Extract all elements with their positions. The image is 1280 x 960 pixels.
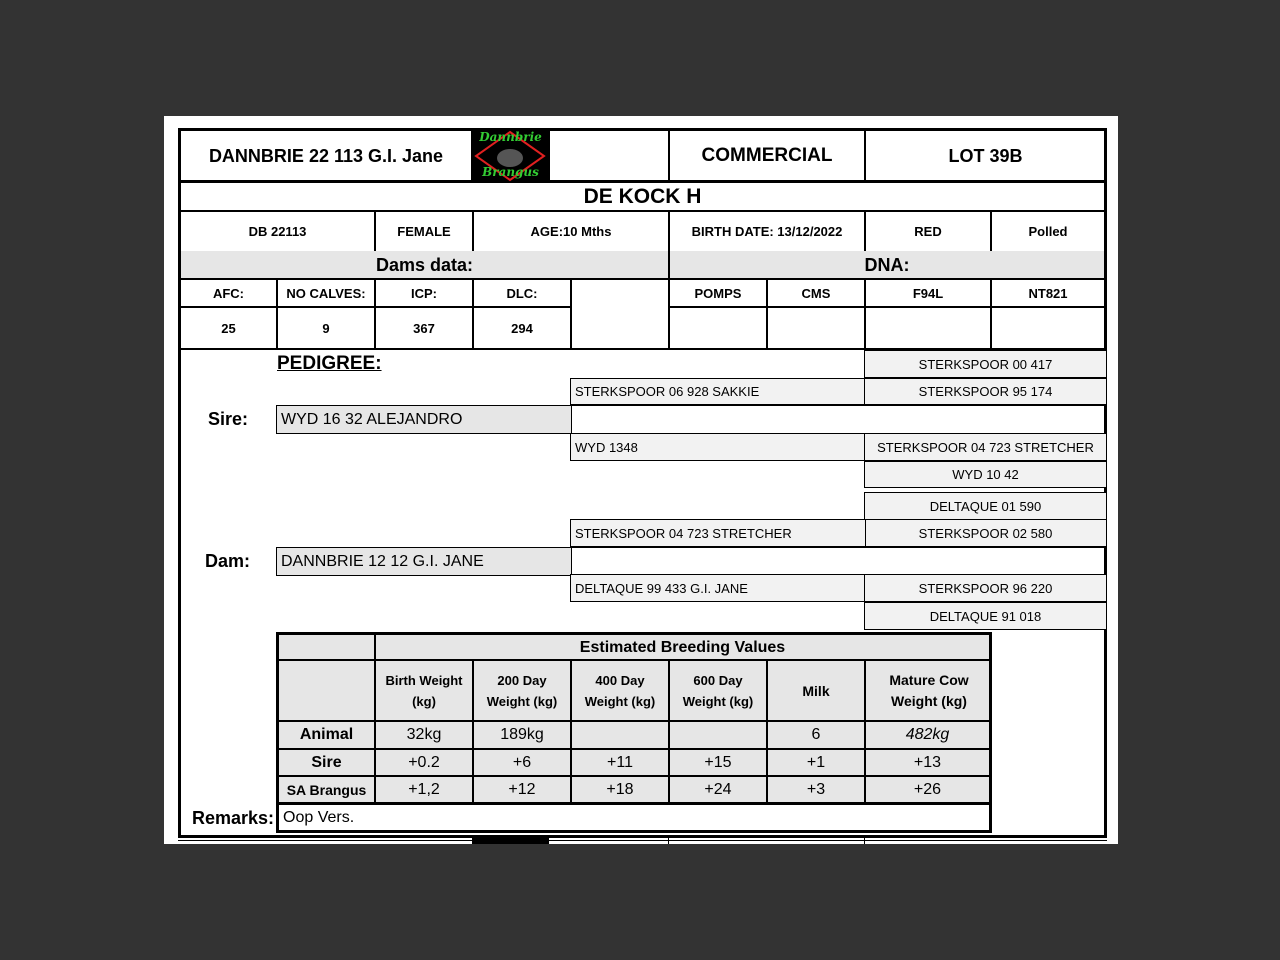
sire-sire-sire: STERKSPOOR 00 417: [864, 350, 1107, 378]
horn-status: Polled: [1028, 223, 1068, 239]
sire-label: Sire:: [208, 409, 249, 429]
ebv-sire-birth: +0.2: [408, 753, 440, 771]
icp-header: ICP:: [411, 285, 437, 301]
ebv-col-200-day: 200 Day Weight (kg): [486, 673, 558, 709]
ebv-animal-600: [670, 722, 766, 748]
dam-label: Dam:: [205, 551, 251, 571]
color: RED: [914, 223, 942, 239]
ebv-col-birth-weight: Birth Weight (kg): [385, 673, 463, 709]
remarks-label: Remarks:: [192, 808, 275, 828]
f94l-value: [866, 308, 990, 348]
birth-date: BIRTH DATE: 13/12/2022: [691, 223, 843, 239]
ebv-row-animal-label: Animal: [299, 726, 354, 743]
dam-name: DANNBRIE 12 12 G.I. JANE: [276, 547, 572, 576]
animal-id: DB 22113: [248, 223, 307, 239]
ebv-brangus-400: +18: [606, 780, 634, 798]
ebv-sire-milk: +1: [806, 753, 826, 771]
sire-name: WYD 16 32 ALEJANDRO: [276, 405, 572, 434]
icp-value: 367: [413, 320, 435, 336]
ebv-brangus-milk: +3: [806, 780, 826, 798]
remarks-text: Oop Vers.: [276, 804, 992, 833]
ebv-row-sa-brangus-label: SA Brangus: [286, 781, 367, 798]
sire-dam: WYD 1348: [570, 433, 866, 461]
animal-name: DANNBRIE 22 113 G.I. Jane: [208, 145, 444, 166]
cms-value: [768, 308, 864, 348]
nt821-header: NT821: [1028, 285, 1068, 301]
next-card-logo: [472, 838, 549, 844]
dam-dam-sire: STERKSPOOR 96 220: [864, 574, 1107, 602]
pomps-header: POMPS: [694, 285, 742, 301]
ebv-col-600-day: 600 Day Weight (kg): [682, 673, 754, 709]
dam-dam-dam: DELTAQUE 91 018: [864, 602, 1107, 630]
dannbrie-brangus-logo: [472, 129, 549, 183]
ebv-animal-400: [572, 722, 668, 748]
dam-sire-sire: DELTAQUE 01 590: [864, 492, 1107, 520]
cms-header: CMS: [801, 285, 831, 301]
sex: FEMALE: [397, 223, 451, 239]
ebv-animal-200: 189kg: [500, 726, 544, 743]
ebv-animal-mature: 482kg: [905, 726, 950, 743]
document-page: [164, 116, 1118, 844]
dams-data-title: Dams data:: [375, 254, 474, 275]
logo-text-top: Dannbrie: [479, 130, 542, 144]
ebv-title: Estimated Breeding Values: [579, 638, 786, 656]
nt821-value: [992, 308, 1104, 348]
dam-connector: [570, 547, 1107, 576]
no-calves-header: NO CALVES:: [286, 285, 366, 301]
ebv-brangus-birth: +1,2: [408, 780, 440, 798]
ebv-sire-mature: +13: [913, 753, 942, 771]
dna-title: DNA:: [864, 254, 910, 275]
ebv-brangus-mature: +26: [913, 780, 942, 798]
dam-sire-dam: STERKSPOOR 02 580: [864, 519, 1107, 547]
ebv-brangus-200: +12: [508, 780, 536, 798]
ebv-col-mature-cow: Mature Cow Weight (kg): [889, 672, 969, 709]
lot-label: LOT 39B: [948, 145, 1023, 166]
afc-header: AFC:: [212, 285, 245, 301]
ebv-animal-birth: 32kg: [406, 726, 442, 743]
ebv-brangus-600: +24: [704, 780, 732, 798]
buyer-name: DE KOCK H: [583, 184, 702, 208]
dam-dam: DELTAQUE 99 433 G.I. JANE: [570, 574, 866, 602]
sire-sire: STERKSPOOR 06 928 SAKKIE: [570, 378, 866, 405]
ebv-animal-milk: 6: [811, 726, 821, 743]
pedigree-title: PEDIGREE:: [277, 353, 382, 374]
pomps-value: [670, 308, 766, 348]
sire-connector: [570, 405, 1107, 434]
ebv-col-400-day: 400 Day Weight (kg): [584, 673, 656, 709]
dlc-value: 294: [511, 320, 533, 336]
afc-value: 25: [221, 320, 236, 336]
ebv-sire-200: +6: [512, 753, 532, 771]
logo-text-bottom: Brangus: [482, 165, 539, 179]
sire-dam-sire: STERKSPOOR 04 723 STRETCHER: [864, 433, 1107, 461]
dlc-header: DLC:: [506, 285, 538, 301]
ebv-sire-600: +15: [704, 753, 732, 771]
age: AGE:10 Mths: [530, 223, 612, 239]
ebv-row-sire-label: Sire: [311, 753, 342, 771]
no-calves-value: 9: [322, 320, 330, 336]
sire-sire-dam: STERKSPOOR 95 174: [864, 378, 1107, 405]
ebv-col-milk: Milk: [802, 683, 830, 699]
type-label: COMMERCIAL: [701, 145, 833, 166]
ebv-sire-400: +11: [607, 753, 633, 771]
dam-sire: STERKSPOOR 04 723 STRETCHER: [570, 519, 866, 547]
sire-dam-dam: WYD 10 42: [864, 461, 1107, 488]
f94l-header: F94L: [912, 285, 944, 301]
